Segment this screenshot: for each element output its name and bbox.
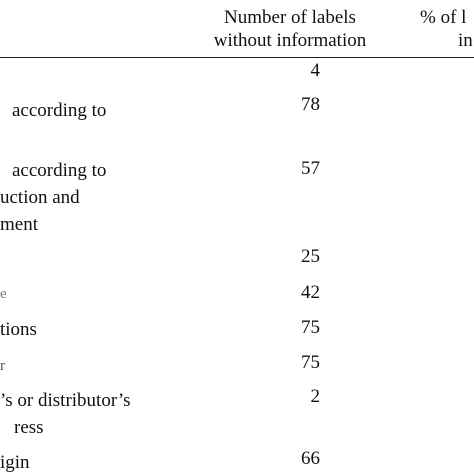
row-count-9: 66 bbox=[301, 448, 320, 469]
row-label-3b bbox=[0, 186, 80, 210]
row-label-6 bbox=[0, 318, 37, 342]
row-label-7 bbox=[0, 353, 5, 378]
row-label-6-line-1: tions bbox=[0, 319, 37, 340]
row-count-3: 57 bbox=[301, 158, 320, 179]
row-label-2 bbox=[12, 99, 106, 123]
row-label-8-line-1: ’s or distributor’s bbox=[0, 390, 131, 411]
row-label-7-line-1: r bbox=[0, 358, 5, 374]
row-label-5-line-1: e bbox=[0, 286, 7, 302]
row-label-3 bbox=[12, 159, 106, 183]
row-count-6: 75 bbox=[301, 317, 320, 338]
row-label-8b bbox=[0, 416, 44, 440]
row-count-7: 75 bbox=[301, 352, 320, 373]
row-label-3-line-1: according to bbox=[12, 160, 107, 181]
row-count-4: 25 bbox=[301, 246, 320, 267]
row-label-2-line-1: according to bbox=[12, 100, 107, 121]
row-count-5: 42 bbox=[301, 282, 320, 303]
percent-header-line-1: % of l bbox=[420, 7, 467, 28]
count-column-header bbox=[195, 6, 385, 52]
row-label-3-line-3: ment bbox=[0, 214, 38, 235]
row-label-5 bbox=[0, 281, 7, 306]
row-label-3c bbox=[0, 213, 38, 237]
count-header-line-1: Number of labels bbox=[224, 7, 356, 28]
row-label-8-line-2: ress bbox=[14, 417, 44, 438]
percent-header-line-2: in bbox=[458, 30, 473, 51]
percent-column-header bbox=[400, 6, 474, 52]
row-label-8 bbox=[0, 389, 131, 413]
row-label-9-line-1: igin bbox=[0, 452, 30, 473]
count-header-line-2: without information bbox=[213, 30, 367, 51]
header-rule bbox=[0, 57, 474, 58]
row-count-2: 78 bbox=[301, 94, 320, 115]
row-count-1: 4 bbox=[310, 60, 320, 81]
row-count-8: 2 bbox=[310, 386, 320, 407]
row-label-3-line-2: uction and bbox=[0, 187, 80, 208]
row-label-9 bbox=[0, 451, 30, 475]
